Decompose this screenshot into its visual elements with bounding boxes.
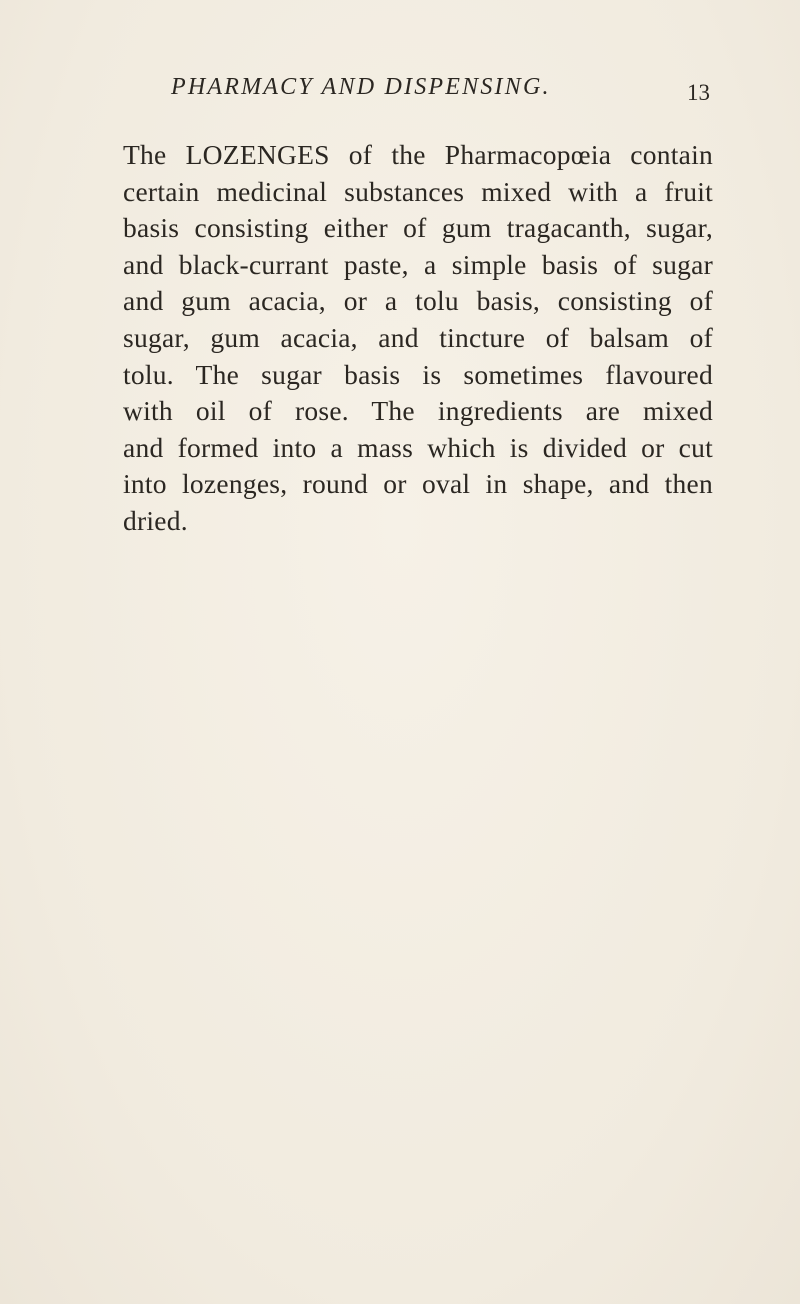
paragraph-line: and gum acacia, or a tolu basis, consisting of xyxy=(123,285,713,317)
paragraph-line: and formed into a mass which is divided or cut xyxy=(123,431,713,463)
paragraph-line: with oil of rose. The ingredients are mixed xyxy=(123,395,713,427)
paragraph-line: certain medicinal substances mixed with a fruit xyxy=(123,175,713,207)
paragraph-line: dried. xyxy=(123,504,188,536)
paragraph-line: into lozenges, round or oval in shape, and then xyxy=(123,468,713,500)
body-paragraph xyxy=(123,137,713,540)
running-head xyxy=(0,74,800,114)
paragraph-line: The LOZENGES of the Pharmacopœia contain xyxy=(123,139,713,170)
paragraph-line: and black-currant paste, a simple basis of sugar xyxy=(123,248,713,280)
page-number: 13 xyxy=(687,80,710,105)
paragraph-line: sugar, gum acacia, and tincture of balsam of xyxy=(123,321,713,353)
header-title: PHARMACY AND DISPENSING. xyxy=(171,74,551,100)
paragraph-line: basis consisting either of gum tragacanth, sugar, xyxy=(123,212,713,244)
paragraph-line: tolu. The sugar basis is sometimes flavoured xyxy=(123,358,713,390)
